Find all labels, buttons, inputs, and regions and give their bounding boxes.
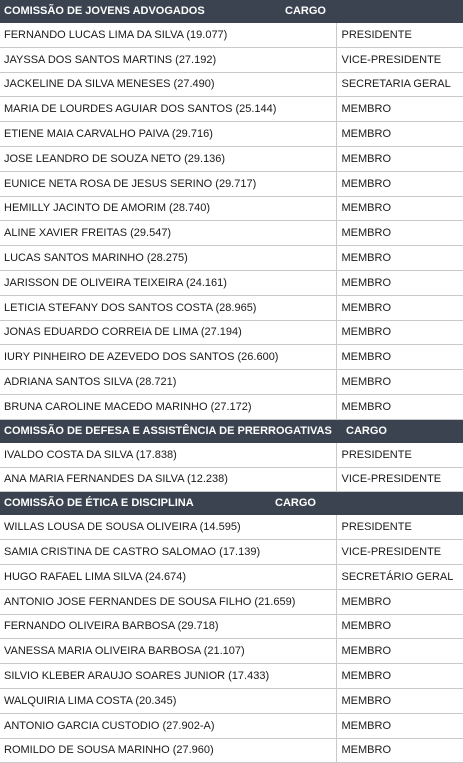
table-row xyxy=(0,664,463,689)
table-row xyxy=(0,320,463,345)
member-role: MEMBRO xyxy=(336,221,463,246)
member-role: VICE-PRESIDENTE xyxy=(336,540,463,565)
table-row xyxy=(0,564,463,589)
member-role: MEMBRO xyxy=(336,295,463,320)
member-name: JACKELINE DA SILVA MENESES (27.490) xyxy=(0,72,336,97)
section-title: COMISSÃO DE JOVENS ADVOGADOS xyxy=(4,5,205,17)
table-row xyxy=(0,370,463,395)
table-row xyxy=(0,540,463,565)
member-name: ETIENE MAIA CARVALHO PAIVA (29.716) xyxy=(0,122,336,147)
table-row xyxy=(0,246,463,271)
member-role: MEMBRO xyxy=(336,370,463,395)
table-row xyxy=(0,738,463,763)
table-row xyxy=(0,345,463,370)
member-role: MEMBRO xyxy=(336,738,463,763)
member-name: WALQUIRIA LIMA COSTA (20.345) xyxy=(0,688,336,713)
table-row xyxy=(0,639,463,664)
table-row xyxy=(0,394,463,419)
member-name: IVALDO COSTA DA SILVA (17.838) xyxy=(0,443,336,467)
member-role: SECRETARIA GERAL xyxy=(336,72,463,97)
member-role: MEMBRO xyxy=(336,394,463,419)
table-row xyxy=(0,589,463,614)
member-name: SILVIO KLEBER ARAUJO SOARES JUNIOR (17.433) xyxy=(0,664,336,689)
member-role: MEMBRO xyxy=(336,146,463,171)
section-header-cell xyxy=(0,0,463,23)
member-role: MEMBRO xyxy=(336,171,463,196)
member-name: JAYSSA DOS SANTOS MARTINS (27.192) xyxy=(0,47,336,72)
member-role: VICE-PRESIDENTE xyxy=(336,467,463,492)
section-header-cell xyxy=(0,419,463,443)
member-role: MEMBRO xyxy=(336,320,463,345)
section-cargo-header: CARGO xyxy=(285,5,326,17)
member-name: LETICIA STEFANY DOS SANTOS COSTA (28.965) xyxy=(0,295,336,320)
member-name: LUCAS SANTOS MARINHO (28.275) xyxy=(0,246,336,271)
member-name: HUGO RAFAEL LIMA SILVA (24.674) xyxy=(0,564,336,589)
member-name: JONAS EDUARDO CORREIA DE LIMA (27.194) xyxy=(0,320,336,345)
member-role: PRESIDENTE xyxy=(336,515,463,539)
member-name: SAMIA CRISTINA DE CASTRO SALOMAO (17.139) xyxy=(0,540,336,565)
member-role: MEMBRO xyxy=(336,122,463,147)
table-row xyxy=(0,97,463,122)
member-name: ANTONIO JOSE FERNANDES DE SOUSA FILHO (21.659) xyxy=(0,589,336,614)
section-header xyxy=(0,492,463,516)
section-header-cell xyxy=(0,492,463,516)
table-row xyxy=(0,196,463,221)
member-role: MEMBRO xyxy=(336,664,463,689)
section-header-wrap xyxy=(4,0,459,23)
table-row xyxy=(0,467,463,492)
table-row xyxy=(0,688,463,713)
section-cargo-header: CARGO xyxy=(275,497,316,510)
section-header xyxy=(0,0,463,23)
member-name: ADRIANA SANTOS SILVA (28.721) xyxy=(0,370,336,395)
member-name: MARIA DE LOURDES AGUIAR DOS SANTOS (25.144) xyxy=(0,97,336,122)
section-title: COMISSÃO DE DEFESA E ASSISTÊNCIA DE PRERROGATIVAS xyxy=(4,424,332,437)
member-role: MEMBRO xyxy=(336,688,463,713)
member-role: SECRETÁRIO GERAL xyxy=(336,564,463,589)
member-role: VICE-PRESIDENTE xyxy=(336,47,463,72)
member-name: JARISSON DE OLIVEIRA TEIXEIRA (24.161) xyxy=(0,270,336,295)
member-role: MEMBRO xyxy=(336,246,463,271)
member-role: MEMBRO xyxy=(336,196,463,221)
section-cargo-header: CARGO xyxy=(346,424,387,437)
member-name: ANA MARIA FERNANDES DA SILVA (12.238) xyxy=(0,467,336,492)
member-name: ROMILDO DE SOUSA MARINHO (27.960) xyxy=(0,738,336,763)
table-row xyxy=(0,443,463,467)
member-name: FERNANDO LUCAS LIMA DA SILVA (19.077) xyxy=(0,23,336,47)
member-name: HEMILLY JACINTO DE AMORIM (28.740) xyxy=(0,196,336,221)
table-row xyxy=(0,295,463,320)
table-row xyxy=(0,146,463,171)
member-role: PRESIDENTE xyxy=(336,443,463,467)
member-role: MEMBRO xyxy=(336,713,463,738)
table-row xyxy=(0,713,463,738)
member-name: ALINE XAVIER FREITAS (29.547) xyxy=(0,221,336,246)
table-row xyxy=(0,23,463,47)
section-title: COMISSÃO DE ÉTICA E DISCIPLINA xyxy=(4,497,194,510)
section-header xyxy=(0,419,463,443)
section-header-wrap xyxy=(4,492,459,515)
member-name: ANTONIO GARCIA CUSTODIO (27.902-A) xyxy=(0,713,336,738)
member-name: BRUNA CAROLINE MACEDO MARINHO (27.172) xyxy=(0,394,336,419)
table-row xyxy=(0,47,463,72)
member-name: JOSE LEANDRO DE SOUZA NETO (29.136) xyxy=(0,146,336,171)
table-row xyxy=(0,515,463,539)
member-name: VANESSA MARIA OLIVEIRA BARBOSA (21.107) xyxy=(0,639,336,664)
table-row xyxy=(0,270,463,295)
member-role: PRESIDENTE xyxy=(336,23,463,47)
table-row xyxy=(0,122,463,147)
table-row xyxy=(0,221,463,246)
member-name: IURY PINHEIRO DE AZEVEDO DOS SANTOS (26.600) xyxy=(0,345,336,370)
member-name: WILLAS LOUSA DE SOUSA OLIVEIRA (14.595) xyxy=(0,515,336,539)
member-role: MEMBRO xyxy=(336,345,463,370)
section-header-wrap xyxy=(4,420,459,443)
member-name: FERNANDO OLIVEIRA BARBOSA (29.718) xyxy=(0,614,336,639)
table-row xyxy=(0,614,463,639)
member-role: MEMBRO xyxy=(336,589,463,614)
member-role: MEMBRO xyxy=(336,639,463,664)
member-role: MEMBRO xyxy=(336,97,463,122)
table-row xyxy=(0,72,463,97)
table-row xyxy=(0,171,463,196)
member-role: MEMBRO xyxy=(336,270,463,295)
member-name: EUNICE NETA ROSA DE JESUS SERINO (29.717) xyxy=(0,171,336,196)
member-role: MEMBRO xyxy=(336,614,463,639)
